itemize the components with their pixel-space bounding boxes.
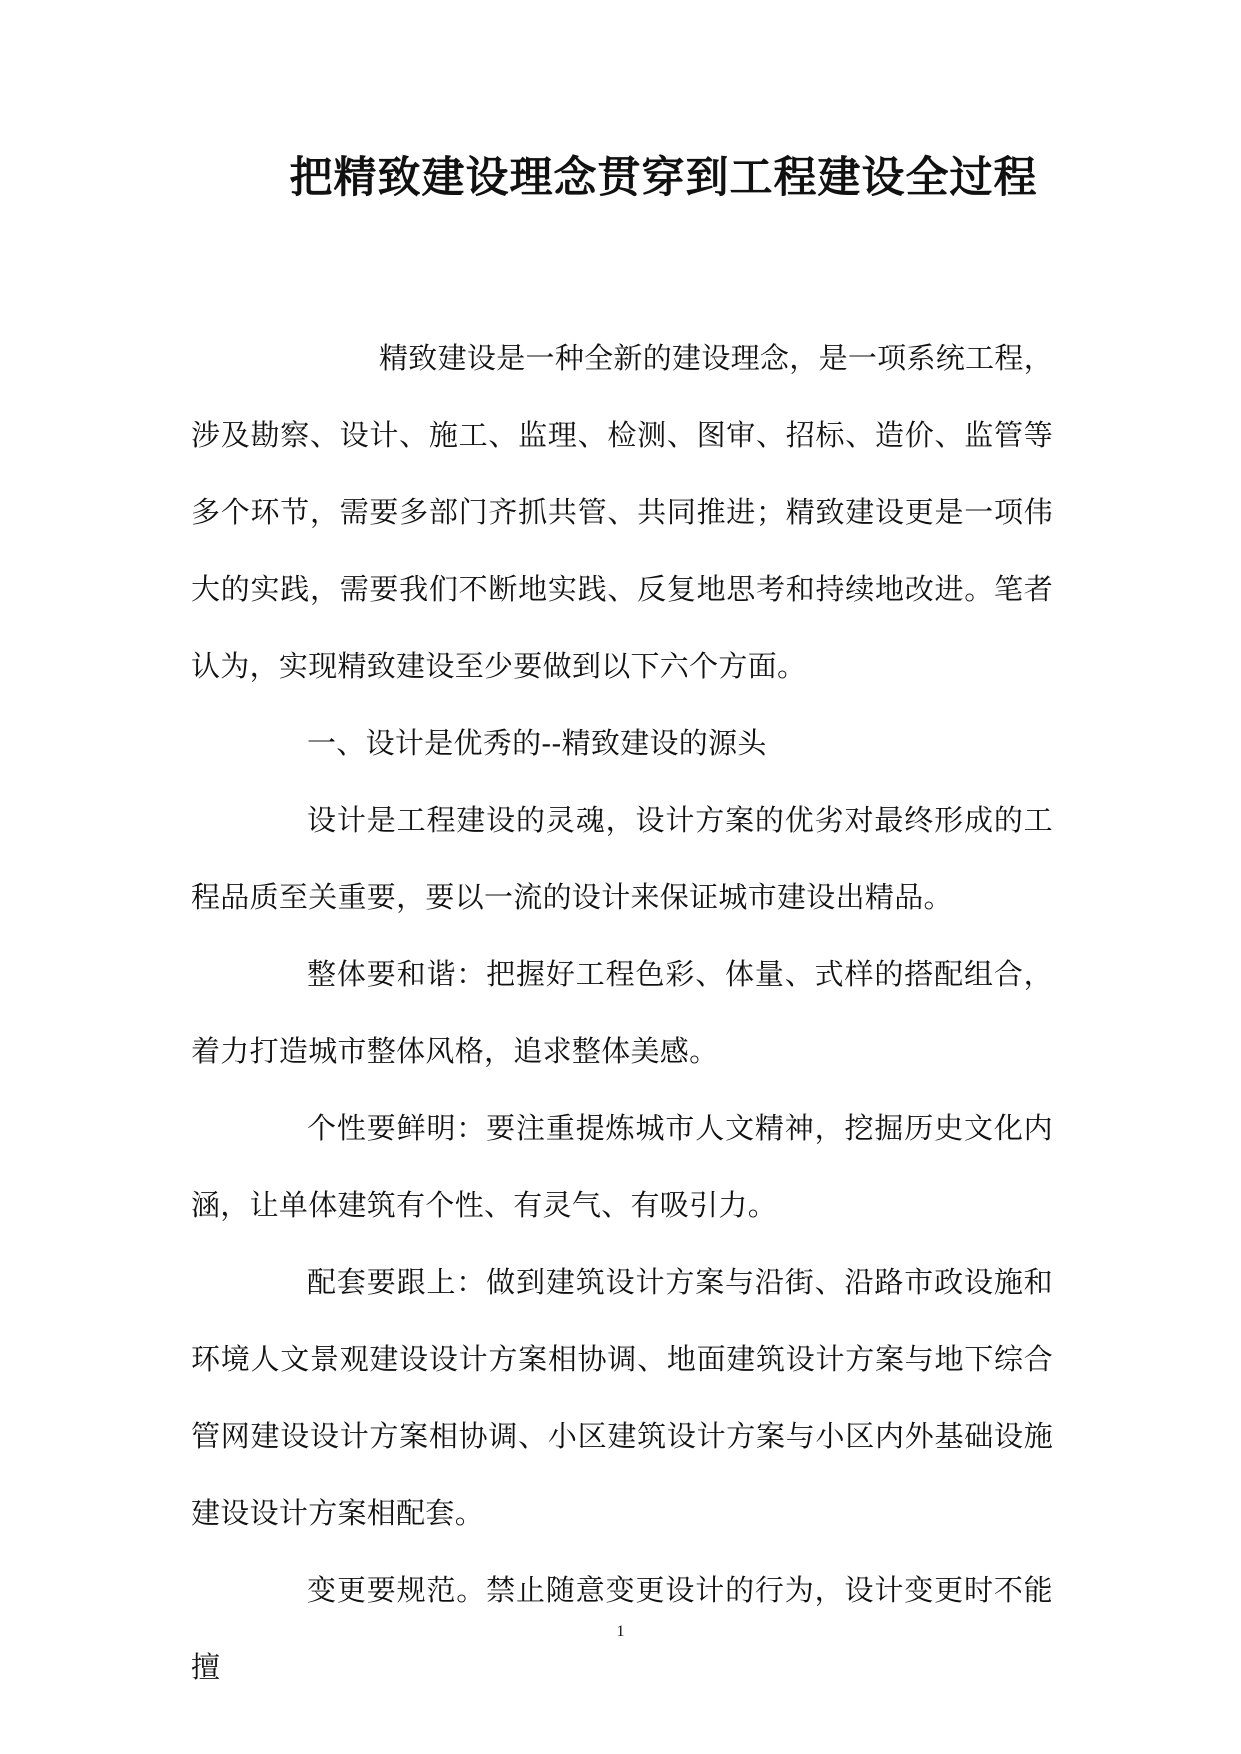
paragraph-intro: 精致建设是一种全新的建设理念，是一项系统工程，涉及勘察、设计、施工、监理、检测、图审、招标、造价、监管等多个环节，需要多部门齐抓共管、共同推进；精致建设更是一项伟大的实践，需要我们不断地实践、反复地思考和持续地改进。笔者认为，实现精致建设至少要做到以下六个方面。 [191, 341, 1053, 683]
document-title: 把精致建设理念贯穿到工程建设全过程 [289, 153, 1038, 203]
paragraph-overall-harmony: 整体要和谐：把握好工程色彩、体量、式样的搭配组合，着力打造城市整体风格，追求整体美感。 [191, 957, 1053, 1068]
paragraph-design-soul: 设计是工程建设的灵魂，设计方案的优劣对最终形成的工程品质至关重要，要以一流的设计来保证城市建设出精品。 [191, 803, 1053, 914]
section-heading-design: 一、设计是优秀的--精致建设的源头 [307, 726, 767, 760]
paragraph-change-regulation: 变更要规范。禁止随意变更设计的行为，设计变更时不能擅 [191, 1573, 1053, 1684]
page-number: 1 [616, 1623, 625, 1640]
document-body [191, 320, 1053, 1706]
paragraph-distinct-character: 个性要鲜明：要注重提炼城市人文精神，挖掘历史文化内涵，让单体建筑有个性、有灵气、有吸引力。 [191, 1111, 1053, 1222]
paragraph-supporting-facilities: 配套要跟上：做到建筑设计方案与沿街、沿路市政设施和环境人文景观建设设计方案相协调、地面建筑设计方案与地下综合管网建设设计方案相协调、小区建筑设计方案与小区内外基础设施建设设计方案相配套。 [191, 1265, 1053, 1530]
